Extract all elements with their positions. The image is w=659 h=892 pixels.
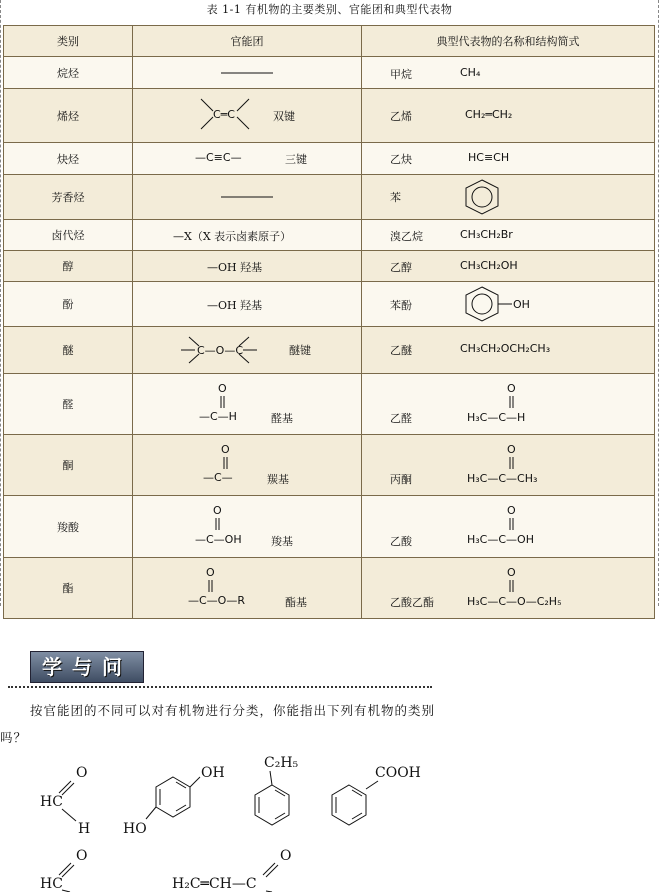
rep-name: 乙醛 [390,412,412,425]
table-caption: 表 1-1 有机物的主要类别、官能团和典型代表物 [206,3,453,16]
functional-group-cell [133,496,362,558]
table-row [4,143,655,175]
benzene-icon [362,175,642,219]
rep-name: 苯 [390,191,401,204]
category-cell: 芳香烃 [4,175,133,220]
rep-name: 乙炔 [390,153,412,166]
fg-label: —X（X 表示卤素原子） [173,230,292,243]
representative-cell [362,251,655,282]
table-row [4,220,655,251]
table-row [4,251,655,282]
dotted-divider [8,686,432,688]
phenol-icon [362,282,642,326]
rep-oxygen: O [507,443,516,456]
category-cell: 卤代烃 [4,220,133,251]
rep-name: 甲烷 [390,68,412,81]
acetic-acid-structure [362,496,652,557]
table-row [4,496,655,558]
table-row [4,435,655,496]
representative-cell [362,89,655,143]
functional-group-cell [133,175,362,220]
rep-name: 乙醇 [390,261,412,274]
fg-label: 羰基 [267,473,289,486]
ether-structure [133,327,361,373]
ethylbenzene-structure [255,755,299,825]
study-question-banner: 学与问 [30,651,144,683]
s1-o: O [76,765,88,781]
table-header-row [4,26,655,57]
representative-cell [362,143,655,175]
table-row [4,175,655,220]
functional-group-cell [133,143,362,175]
functional-group-cell [133,558,362,619]
rep-formula: CH₃CH₂Br [460,228,513,241]
category-cell: 羧酸 [4,496,133,558]
phenol-oh: OH [513,298,530,311]
compound-structures [0,755,659,892]
category-cell: 酮 [4,435,133,496]
rep-name: 乙烯 [390,110,412,123]
fg-label: 醛基 [271,412,293,425]
aldehyde-oxygen: O [218,382,227,395]
s6-o: O [280,848,292,864]
s1-h: H [78,821,91,837]
s6-formula: H₂C═CH—C [172,876,257,892]
table-row [4,327,655,374]
alkene-formula: C═C [213,108,235,121]
fg-label: 羧基 [271,535,293,548]
representative-cell [362,558,655,619]
functional-group-cell [133,89,362,143]
category-cell: 酯 [4,558,133,619]
functional-group-cell [133,220,362,251]
fg-label: 酯基 [285,596,307,609]
fg-label: —OH 羟基 [207,299,263,312]
ester-oxygen: O [206,566,215,579]
functional-group-cell [133,282,362,327]
rep-formula: CH₄ [460,66,481,79]
rep-oxygen: O [507,382,516,395]
rep-formula: H₃C—C—OH [467,533,534,546]
header-representative: 典型代表物的名称和结构简式 [362,26,655,57]
functional-group-cell [133,374,362,435]
representative-cell [362,496,655,558]
category-cell: 酚 [4,282,133,327]
rep-oxygen: O [507,566,516,579]
rep-formula: CH₂═CH₂ [465,108,513,121]
table-row [4,89,655,143]
table-row [4,57,655,89]
benzoic-acid-structure [332,765,421,825]
alkyne-structure: —C≡C— [195,151,242,164]
rep-name: 乙酸乙酯 [390,596,434,609]
category-cell: 醇 [4,251,133,282]
second-aldehyde-structure [40,848,87,892]
table-row [4,558,655,619]
ketone-formula: —C— [203,471,233,484]
aldehyde-formula: —C—H [199,410,237,423]
ethyl-acetate-structure [362,558,652,618]
rep-name: 乙酸 [390,535,412,548]
category-cell: 炔烃 [4,143,133,175]
question-text: 按官能团的不同可以对有机物进行分类，你能指出下列有机物的类别吗？ [0,703,436,745]
alkene-structure [133,89,361,142]
s3-c2h5: C₂H₅ [264,755,299,771]
ketone-oxygen: O [221,443,230,456]
rep-oxygen: O [507,504,516,517]
ester-structure [133,558,361,618]
functional-group-cell [133,251,362,282]
category-cell: 烷烃 [4,57,133,89]
s5-o: O [76,848,88,864]
header-category: 类别 [4,26,133,57]
fg-label: 醚键 [289,344,311,357]
representative-cell [362,220,655,251]
ketone-structure [133,435,361,495]
table-row [4,374,655,435]
rep-formula: H₃C—C—O—C₂H₅ [467,595,562,608]
rep-formula: CH₃CH₂OH [460,259,518,272]
category-cell: 烯烃 [4,89,133,143]
no-group-dash [133,57,361,88]
acetaldehyde-structure [362,374,652,434]
rep-name: 苯酚 [390,299,412,312]
ether-formula: C—O—C [197,344,244,357]
category-cell: 醛 [4,374,133,435]
s2-ho: HO [123,821,147,837]
structures-drawing [0,755,659,892]
representative-cell [362,374,655,435]
fg-label: —OH 羟基 [207,261,263,274]
unsaturated-carbonyl-structure [172,848,291,892]
rep-formula: H₃C—C—H [467,411,526,424]
representative-cell [362,435,655,496]
formaldehyde-structure [40,765,90,837]
rep-formula: H₃C—C—CH₃ [467,472,538,485]
s4-cooh: COOH [375,765,421,781]
fg-label: 双键 [273,110,295,123]
no-group-dash [133,175,361,219]
carboxyl-formula: —C—OH [195,533,242,546]
hydroquinone-structure [123,765,225,837]
s2-oh: OH [201,765,225,781]
ester-formula: —C—O—R [188,594,245,607]
acetone-structure [362,435,652,495]
functional-group-cell [133,57,362,89]
carboxyl-structure [133,496,361,557]
fg-label: 三键 [285,153,307,166]
rep-name: 溴乙烷 [390,230,423,243]
functional-group-cell [133,327,362,374]
representative-cell [362,282,655,327]
carboxyl-oxygen: O [213,504,222,517]
functional-group-cell [133,435,362,496]
representative-cell [362,327,655,374]
s5-hc: HC [40,876,63,892]
rep-name: 丙酮 [390,473,412,486]
table-row [4,282,655,327]
category-cell: 醚 [4,327,133,374]
s1-hc: HC [40,794,63,810]
rep-formula: HC≡CH [468,151,510,164]
representative-cell [362,175,655,220]
representative-cell [362,57,655,89]
rep-formula: CH₃CH₂OCH₂CH₃ [460,342,551,355]
functional-group-table [3,25,655,619]
header-functional-group: 官能团 [133,26,362,57]
rep-name: 乙醚 [390,344,412,357]
aldehyde-structure [133,374,361,434]
